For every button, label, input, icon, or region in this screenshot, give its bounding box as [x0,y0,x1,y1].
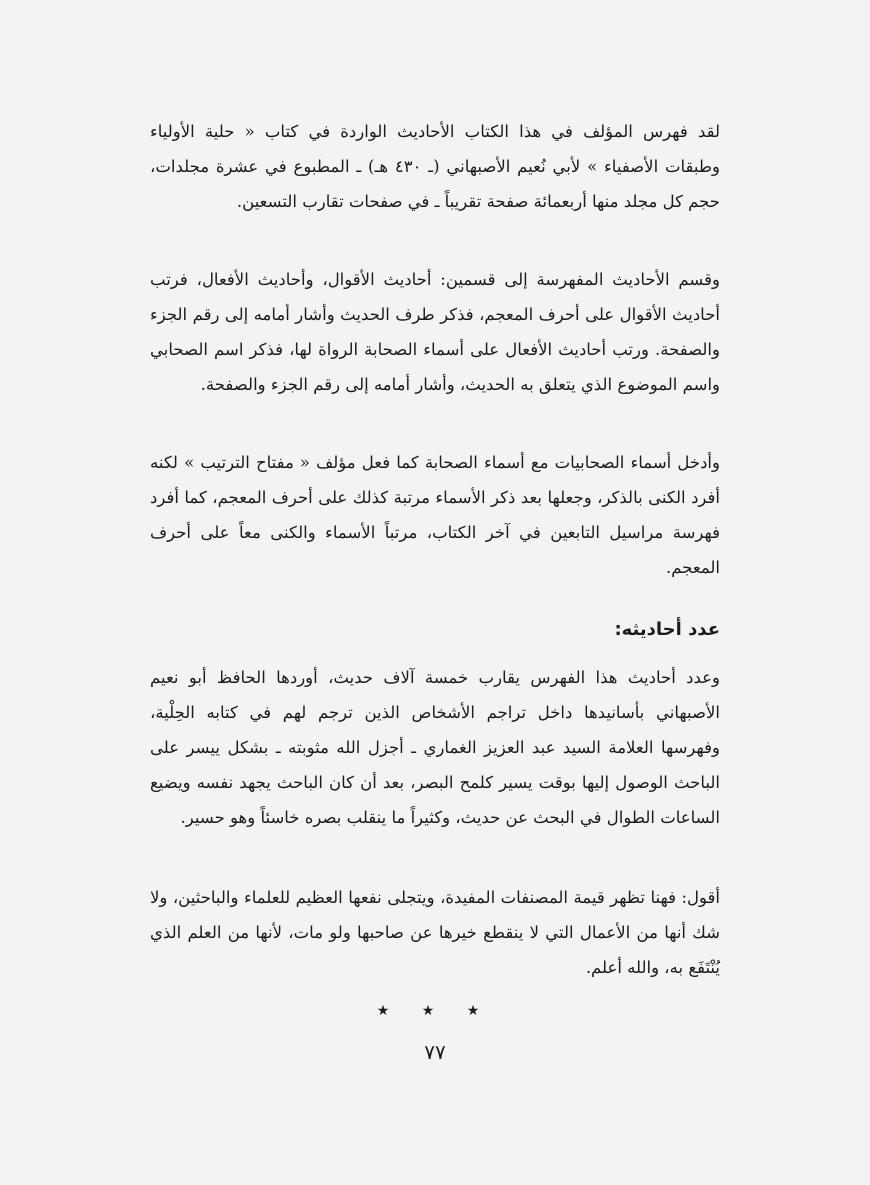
paragraph-hadith-count: وعدد أحاديث هذا الفهرس يقارب خمسة آلاف حديث، أوردها الحافظ أبو نعيم الأصبهاني بأسانيدها داخل تراجم الأشخاص الذين ترجم لهم في كتابه الحِلْية، وفهرسها العلامة السيد عبد العزيز الغماري ـ أجزل الله مثوبته ـ بشكل ييسر على الباحث الوصول إليها بوقت يسير كلمح البصر، بعد أن كان الباحث يجهد نفسه ويضيع الساعات الطوال في البحث عن حديث، وكثيراً ما ينقلب بصره خاسئاً وهو حسير. [150,668,720,827]
paragraph-conclusion: أقول: فهنا تظهر قيمة المصنفات المفيدة، ويتجلى نفعها العظيم للعلماء والباحثين، ولا شك أنها من الأعمال التي لا ينقطع خيرها عن صاحبها ولو مات، لأنها من العلم الذي يُنْتَفَع به، والله أعلم. [150,888,720,977]
page-number: ٧٧ [424,1040,446,1064]
paragraph-hadith-division: وقسم الأحاديث المفهرسة إلى قسمين: أحاديث الأقوال، وأحاديث الأفعال، فرتب أحاديث الأقوال على أحرف المعجم، فذكر طرف الحديث وأشار أمامه إلى رقم الجزء والصفحة. ورتب أحاديث الأفعال على أسماء الصحابة الرواة لها، فذكر اسم الصحابي واسم الموضوع الذي يتعلق به الحديث، وأشار أمامه إلى رقم الجزء والصفحة. [150,270,720,394]
paragraph-hilya-index: لقد فهرس المؤلف في هذا الكتاب الأحاديث الواردة في كتاب « حلية الأولياء وطبقات الأصفياء » لأبي نُعيم الأصبهاني (ـ ٤٣٠ هـ) ـ المطبوع في عشرة مجلدات، حجم كل مجلد منها أربعمائة صفحة تقريباً ـ في صفحات تقارب التسعين. [150,122,720,211]
section-heading-hadith-count: عدد أحاديثه: [614,619,720,640]
paragraph-sahabiyat: وأدخل أسماء الصحابيات مع أسماء الصحابة كما فعل مؤلف « مفتاح الترتيب » لكنه أفرد الكنى بالذكر، وجعلها بعد ذكر الأسماء مرتبة كذلك على أحرف المعجم، كما أفرد فهرسة مراسيل التابعين في آخر الكتاب، مرتباً الأسماء والكنى معاً على أحرف المعجم. [150,453,720,577]
section-separator-stars: ★ ★ ★ [376,1003,494,1019]
